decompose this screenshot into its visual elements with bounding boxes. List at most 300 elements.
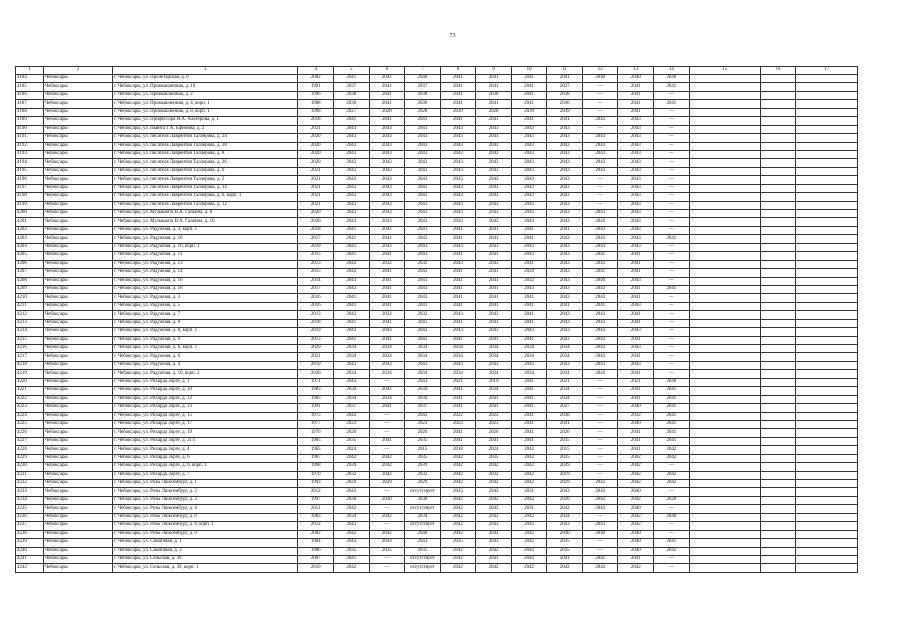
table-cell: 4193	[16, 150, 44, 158]
table-cell: 2043	[405, 142, 441, 150]
table-cell: г. Чебоксары, ул. писателя Лаврентия Таллерова, д. 8	[113, 150, 298, 158]
table-cell: 2030	[333, 496, 369, 504]
table-cell: 2029	[511, 269, 547, 277]
table-cell: 2002	[298, 75, 334, 83]
table-cell: Чебоксары	[44, 395, 113, 403]
table-cell: —	[582, 395, 618, 403]
table-cell: 2043	[547, 252, 583, 260]
table-cell: 2010	[298, 564, 334, 572]
table-cell: —	[369, 564, 405, 572]
table-row	[16, 277, 858, 285]
table-cell: 2032	[405, 471, 441, 479]
table-row	[16, 134, 858, 142]
table-cell: —	[654, 260, 690, 268]
table-cell	[760, 488, 796, 496]
table-cell: Чебоксары	[44, 125, 113, 133]
table-cell: —	[582, 547, 618, 555]
table-cell: 2043	[476, 159, 512, 167]
table-cell: 4235	[16, 505, 44, 513]
table-cell	[689, 345, 760, 353]
table-cell: 4209	[16, 285, 44, 293]
table-cell: 1991	[298, 404, 334, 412]
table-cell: г. Чебоксары, ул. Розы Люксембург, д. 9	[113, 530, 298, 538]
table-row	[16, 480, 858, 488]
table-cell: 2042	[440, 530, 476, 538]
table-cell: 2042	[440, 555, 476, 563]
table-cell: г. Чебоксары, ул. Радужная, д. 3	[113, 294, 298, 302]
table-cell: 2042	[618, 564, 654, 572]
table-cell: 2040	[618, 547, 654, 555]
table-cell: 2043	[547, 488, 583, 496]
table-cell: —	[582, 125, 618, 133]
table-cell: 2040	[618, 539, 654, 547]
table-cell: Чебоксары	[44, 564, 113, 572]
table-cell: 2043	[476, 522, 512, 530]
table-cell: 4225	[16, 420, 44, 428]
table-cell: 2043	[547, 201, 583, 209]
table-row	[16, 513, 858, 521]
table-cell: отсутствует	[405, 555, 441, 563]
table-cell: 2041	[333, 302, 369, 310]
table-cell: 2034	[547, 353, 583, 361]
table-cell: 2036	[547, 100, 583, 108]
table-cell: 2041	[333, 294, 369, 302]
table-cell: —	[654, 243, 690, 251]
table-cell: 2043	[440, 218, 476, 226]
table-cell: 4196	[16, 176, 44, 184]
table-cell: 2043	[369, 193, 405, 201]
table-cell: 2043	[511, 150, 547, 158]
table-cell	[760, 252, 796, 260]
table-row	[16, 336, 858, 344]
table-cell: г. Чебоксары, ул. Рихарда Зорге, д. 4	[113, 446, 298, 454]
table-cell: 2042	[582, 496, 618, 504]
table-cell: г. Чебоксары, ул. Радужная, д. 10	[113, 235, 298, 243]
table-cell: 2031	[511, 488, 547, 496]
table-cell: 2042	[618, 522, 654, 530]
table-cell: 1988	[298, 100, 334, 108]
table-cell: 2039	[511, 108, 547, 116]
table-cell: —	[654, 125, 690, 133]
table-cell: г. Чебоксары, ул. Розы Люксембург, д. 1	[113, 480, 298, 488]
table-cell: —	[654, 91, 690, 99]
table-cell: —	[582, 100, 618, 108]
table-cell	[760, 505, 796, 513]
table-cell: Чебоксары	[44, 277, 113, 285]
table-cell	[760, 294, 796, 302]
table-cell: —	[654, 361, 690, 369]
table-cell: 2043	[440, 201, 476, 209]
table-cell: —	[654, 201, 690, 209]
table-cell: 2037	[405, 404, 441, 412]
table-cell	[796, 547, 858, 555]
table-row	[16, 505, 858, 513]
table-cell: 2018	[298, 226, 334, 234]
table-cell	[689, 252, 760, 260]
table-cell	[760, 378, 796, 386]
table-cell: —	[654, 184, 690, 192]
table-cell	[760, 176, 796, 184]
table-cell: Чебоксары	[44, 167, 113, 175]
table-cell: 2043	[582, 285, 618, 293]
table-cell: 2040	[547, 530, 583, 538]
table-cell	[796, 285, 858, 293]
table-row	[16, 319, 858, 327]
table-cell: 2043	[476, 328, 512, 336]
table-cell: 2039	[405, 463, 441, 471]
table-cell: 1983	[298, 387, 334, 395]
table-cell: 2043	[369, 201, 405, 209]
table-cell	[796, 378, 858, 386]
table-cell	[760, 100, 796, 108]
table-row	[16, 269, 858, 277]
table-cell: 2042	[654, 547, 690, 555]
table-cell: 2043	[369, 539, 405, 547]
table-cell: 2021	[298, 184, 334, 192]
table-cell	[760, 420, 796, 428]
table-cell	[796, 302, 858, 310]
table-cell: 2043	[476, 260, 512, 268]
table-cell	[796, 218, 858, 226]
table-cell: —	[654, 345, 690, 353]
table-cell	[689, 420, 760, 428]
table-cell	[760, 395, 796, 403]
table-cell: г. Чебоксары, ул. Промышленная, д. 10	[113, 83, 298, 91]
table-cell: 2042	[440, 480, 476, 488]
table-cell	[760, 539, 796, 547]
table-cell	[796, 454, 858, 462]
table-cell: 2021	[298, 167, 334, 175]
table-cell: 2042	[654, 480, 690, 488]
table-cell: 2043	[582, 319, 618, 327]
table-cell: 2042	[618, 471, 654, 479]
table-cell: 2032	[369, 260, 405, 268]
table-cell	[689, 235, 760, 243]
table-cell: —	[582, 193, 618, 201]
table-cell: 2011	[298, 505, 334, 513]
column-header: 15	[689, 67, 760, 75]
table-cell: 2013	[298, 260, 334, 268]
table-row	[16, 454, 858, 462]
table-cell: 2041	[618, 336, 654, 344]
table-cell: 2041	[369, 277, 405, 285]
table-cell: Чебоксары	[44, 117, 113, 125]
table-row	[16, 420, 858, 428]
table-cell	[689, 404, 760, 412]
table-cell	[796, 201, 858, 209]
table-cell	[796, 319, 858, 327]
table-cell: 2043	[333, 159, 369, 167]
table-cell	[796, 167, 858, 175]
table-cell: —	[654, 522, 690, 530]
table-cell: г. Чебоксары, ул. Радужная, д. 16	[113, 277, 298, 285]
table-cell: 4206	[16, 260, 44, 268]
column-header: 8	[440, 67, 476, 75]
table-cell: г. Чебоксары, ул. Радужная, д. 5	[113, 302, 298, 310]
table-cell: 2029	[547, 480, 583, 488]
table-row	[16, 488, 858, 496]
table-cell	[796, 252, 858, 260]
column-header: 6	[369, 67, 405, 75]
table-cell: 4187	[16, 100, 44, 108]
table-cell: Чебоксары	[44, 387, 113, 395]
table-cell	[760, 235, 796, 243]
table-row	[16, 252, 858, 260]
table-cell: 2041	[476, 302, 512, 310]
table-cell: 2043	[618, 345, 654, 353]
table-cell: 2042	[511, 446, 547, 454]
table-cell: 2042	[511, 471, 547, 479]
table-cell: 2040	[654, 378, 690, 386]
table-cell: 2043	[547, 167, 583, 175]
table-cell: 2041	[618, 395, 654, 403]
table-cell: 2023	[333, 420, 369, 428]
table-cell: 2020	[298, 218, 334, 226]
table-cell: 4184	[16, 75, 44, 83]
table-cell	[760, 564, 796, 572]
table-cell: 2042	[511, 513, 547, 521]
table-cell	[689, 75, 760, 83]
table-cell: 2041	[654, 285, 690, 293]
table-cell: 2041	[511, 319, 547, 327]
table-cell: 2042	[333, 505, 369, 513]
table-cell	[760, 210, 796, 218]
table-cell: 2043	[440, 167, 476, 175]
table-cell: 2041	[618, 429, 654, 437]
table-cell: 2013	[298, 336, 334, 344]
table-cell	[689, 437, 760, 445]
table-cell: 2041	[476, 395, 512, 403]
table-cell: 2043	[547, 311, 583, 319]
table-cell	[796, 328, 858, 336]
table-cell: 2041	[440, 100, 476, 108]
table-cell: 2019	[298, 361, 334, 369]
table-cell: —	[654, 193, 690, 201]
table-cell: 2043	[405, 412, 441, 420]
table-cell: 2042	[476, 530, 512, 538]
table-cell: 2043	[333, 269, 369, 277]
table-row	[16, 285, 858, 293]
table-row	[16, 547, 858, 555]
table-cell: 2035	[333, 437, 369, 445]
table-cell: г. Чебоксары, ул. Розы Люксембург, д. 6	[113, 513, 298, 521]
table-cell: 2043	[369, 167, 405, 175]
table-cell: 1975	[298, 412, 334, 420]
table-cell: 2043	[405, 269, 441, 277]
table-cell: 2042	[618, 454, 654, 462]
column-header: 3	[113, 67, 298, 75]
table-cell: 2041	[511, 378, 547, 386]
table-cell: 2018	[298, 319, 334, 327]
table-cell: 2034	[369, 353, 405, 361]
table-cell: 2042	[369, 513, 405, 521]
table-cell: 2043	[582, 210, 618, 218]
table-row	[16, 361, 858, 369]
table-cell: 2041	[511, 336, 547, 344]
table-cell: 2043	[547, 336, 583, 344]
table-cell: 2041	[582, 555, 618, 563]
table-cell: 4213	[16, 319, 44, 327]
table-cell: 4218	[16, 361, 44, 369]
table-cell: 2041	[369, 387, 405, 395]
table-cell: 2042	[440, 463, 476, 471]
table-cell: 2041	[618, 446, 654, 454]
table-cell: 2041	[511, 83, 547, 91]
table-cell	[689, 513, 760, 521]
table-cell	[760, 311, 796, 319]
table-cell	[689, 210, 760, 218]
table-cell: 2041	[333, 336, 369, 344]
table-cell	[689, 496, 760, 504]
table-cell: 2021	[298, 193, 334, 201]
table-cell	[689, 336, 760, 344]
table-cell: 2007	[298, 555, 334, 563]
table-cell	[796, 311, 858, 319]
table-cell: 4204	[16, 243, 44, 251]
table-cell	[760, 218, 796, 226]
table-cell: —	[582, 446, 618, 454]
table-cell: 2043	[405, 285, 441, 293]
table-cell: 2041	[511, 387, 547, 395]
table-cell: 2040	[618, 420, 654, 428]
table-cell: 2020	[654, 496, 690, 504]
table-cell: 2041	[547, 117, 583, 125]
column-header: 13	[618, 67, 654, 75]
table-cell: —	[654, 167, 690, 175]
table-cell: 2034	[405, 395, 441, 403]
table-row	[16, 302, 858, 310]
table-cell: г. Чебоксары, ул. Рихарда Зорге, д. 13	[113, 404, 298, 412]
table-cell: 2042	[440, 505, 476, 513]
table-cell: 2043	[333, 125, 369, 133]
table-cell: 2043	[440, 210, 476, 218]
table-cell: 2041	[369, 100, 405, 108]
table-cell: —	[654, 159, 690, 167]
table-cell: 2043	[440, 142, 476, 150]
table-cell: 2043	[369, 159, 405, 167]
table-cell	[760, 159, 796, 167]
table-cell: 2042	[369, 530, 405, 538]
table-cell: 2043	[476, 167, 512, 175]
table-cell: Чебоксары	[44, 91, 113, 99]
table-cell: 2042	[369, 454, 405, 462]
table-cell: 2043	[333, 201, 369, 209]
table-cell: 2043	[405, 176, 441, 184]
table-cell: 2019	[547, 471, 583, 479]
table-cell: 2041	[618, 285, 654, 293]
table-cell: 2043	[547, 285, 583, 293]
table-cell: 2017	[298, 235, 334, 243]
table-cell	[689, 555, 760, 563]
table-cell: г. Чебоксары, ул. Сельская, д. 39	[113, 555, 298, 563]
table-cell: 2041	[547, 302, 583, 310]
table-cell: Чебоксары	[44, 269, 113, 277]
table-cell: Чебоксары	[44, 83, 113, 91]
table-cell: 2043	[440, 193, 476, 201]
table-cell: 2042	[369, 463, 405, 471]
table-cell: 2043	[440, 243, 476, 251]
table-cell: 4205	[16, 252, 44, 260]
table-cell: 4214	[16, 328, 44, 336]
table-cell: 2042	[440, 522, 476, 530]
table-cell: 2037	[547, 404, 583, 412]
table-cell: —	[582, 463, 618, 471]
table-cell: 2043	[547, 210, 583, 218]
table-cell: —	[654, 302, 690, 310]
table-row	[16, 555, 858, 563]
table-cell: —	[582, 387, 618, 395]
table-cell	[796, 471, 858, 479]
table-cell: 2041	[369, 226, 405, 234]
table-row	[16, 125, 858, 133]
column-header: 12	[582, 67, 618, 75]
table-cell: 1998	[298, 463, 334, 471]
table-cell: 2013	[298, 311, 334, 319]
table-cell: 2043	[333, 150, 369, 158]
table-cell: Чебоксары	[44, 454, 113, 462]
table-row	[16, 260, 858, 268]
table-cell: 2043	[476, 142, 512, 150]
table-cell: 2043	[405, 361, 441, 369]
table-cell	[689, 134, 760, 142]
table-cell: 2030	[547, 496, 583, 504]
table-cell	[796, 150, 858, 158]
table-cell: 1965	[298, 446, 334, 454]
table-cell: 2043	[476, 488, 512, 496]
table-cell: 2038	[476, 91, 512, 99]
table-cell: 2026	[547, 429, 583, 437]
table-cell: 1991	[298, 83, 334, 91]
table-cell: 2041	[440, 226, 476, 234]
table-cell: 2012	[298, 488, 334, 496]
table-cell: 4228	[16, 446, 44, 454]
table-cell	[796, 108, 858, 116]
table-cell: г. Чебоксары, ул. писателя Лаврентия Таллерова, д. 6, корп. 1	[113, 193, 298, 201]
table-cell: —	[654, 252, 690, 260]
table-cell: отсутствует	[405, 564, 441, 572]
table-cell: 2041	[333, 235, 369, 243]
table-cell: 2043	[405, 277, 441, 285]
table-cell: 2043	[547, 522, 583, 530]
table-cell: г. Чебоксары, ул. Радужная, д. 14	[113, 269, 298, 277]
table-cell: 2032	[476, 471, 512, 479]
table-cell: 2043	[547, 269, 583, 277]
table-cell: г. Чебоксары, ул. Сельская, д. 39, корп. 1	[113, 564, 298, 572]
table-cell: 2041	[654, 395, 690, 403]
table-cell: 2041	[654, 429, 690, 437]
table-cell: 4189	[16, 117, 44, 125]
table-cell	[796, 539, 858, 547]
table-cell: —	[654, 226, 690, 234]
table-cell: 2041	[618, 269, 654, 277]
table-cell	[796, 420, 858, 428]
table-cell: г. Чебоксары, ул. Радужная, д. 13	[113, 260, 298, 268]
table-row	[16, 201, 858, 209]
table-cell: г. Чебоксары, ул. Рихарда Зорге, д. 17	[113, 420, 298, 428]
table-cell: 2043	[511, 159, 547, 167]
table-cell: Чебоксары	[44, 311, 113, 319]
table-cell	[760, 471, 796, 479]
table-cell: Чебоксары	[44, 75, 113, 83]
table-cell: г. Чебоксары, ул. Радужная, д. 7	[113, 311, 298, 319]
table-cell: 2040	[618, 505, 654, 513]
table-cell	[760, 361, 796, 369]
table-cell: 2016	[298, 294, 334, 302]
table-cell: 2043	[369, 142, 405, 150]
table-cell	[760, 193, 796, 201]
table-cell: г. Чебоксары, ул. Розы Люксембург, д. 8, корп. 1	[113, 522, 298, 530]
table-cell: 4191	[16, 134, 44, 142]
